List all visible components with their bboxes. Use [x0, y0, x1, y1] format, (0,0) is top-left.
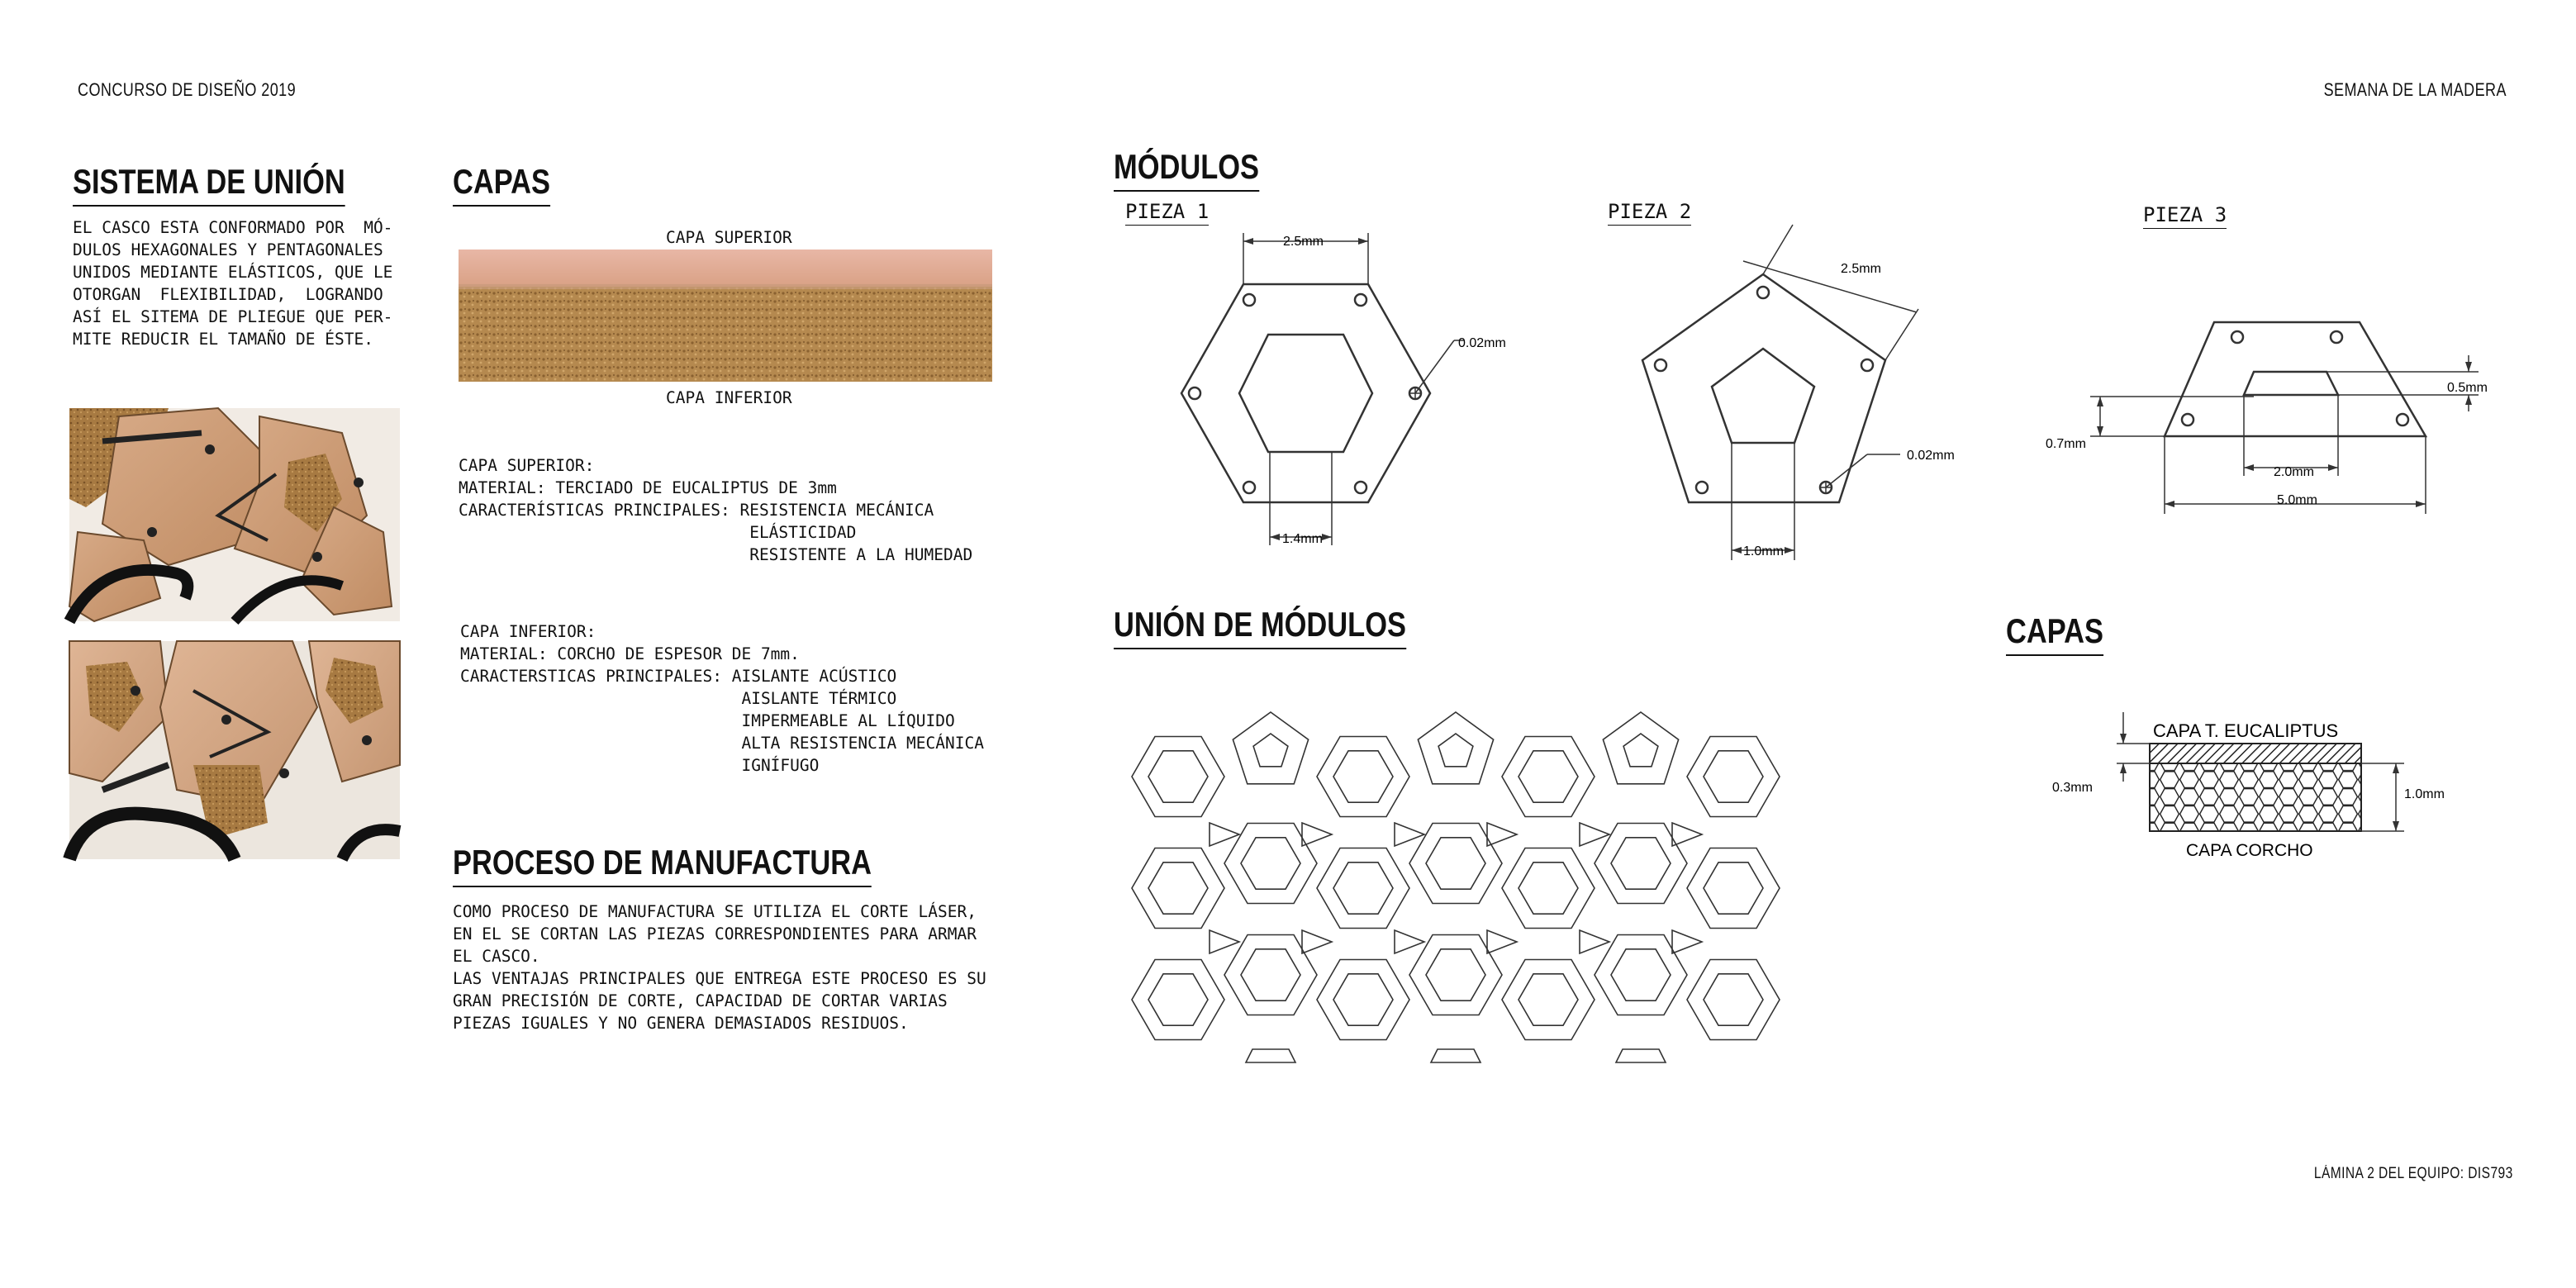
- elastic-joint: [1395, 823, 1424, 846]
- hex-hole: [1148, 863, 1208, 914]
- elastic-joint: [1210, 823, 1239, 846]
- trapezoid-piece: [1431, 1049, 1480, 1062]
- pieza2-dim-side: 2.5mm: [1841, 262, 1881, 276]
- capas2-right-dim: 1.0mm: [2404, 787, 2445, 801]
- hex-hole: [1241, 949, 1300, 1000]
- elastic-joint: [1487, 930, 1517, 953]
- hex-hole: [1333, 751, 1393, 802]
- layers-section-drawing: [2041, 702, 2470, 867]
- elastic-joint: [1210, 930, 1239, 953]
- elastic-joint: [1580, 930, 1609, 953]
- trapezoid-piece: [1616, 1049, 1666, 1062]
- pieza3-drawing: [2041, 297, 2503, 529]
- hex-hole: [1519, 751, 1578, 802]
- elastic-joint: [1487, 823, 1517, 846]
- elastic-joint: [1302, 823, 1332, 846]
- hex-module: [1317, 737, 1409, 817]
- pentagon-inner: [1712, 349, 1814, 443]
- pent-module: [1233, 712, 1308, 784]
- pent-hole: [1438, 734, 1473, 767]
- hex-hole: [1241, 838, 1300, 889]
- hex-hole: [1704, 974, 1763, 1025]
- capas2-left-dim: 0.3mm: [2052, 781, 2093, 795]
- hex-hole: [1148, 974, 1208, 1025]
- hexagon-outer: [1181, 284, 1430, 502]
- pent-hole: [1623, 734, 1658, 767]
- hex-module: [1502, 960, 1595, 1040]
- hex-hole: [1611, 949, 1671, 1000]
- pieza2-label: PIEZA 2: [1608, 200, 1691, 226]
- hex-hole: [1426, 838, 1485, 889]
- capa-corcho-label: CAPA CORCHO: [2186, 841, 2313, 860]
- hex-hole: [1519, 974, 1578, 1025]
- pent-module: [1418, 712, 1493, 784]
- trapezoid-inner: [2244, 372, 2338, 395]
- hex-module: [1595, 935, 1687, 1015]
- helmet-photo-bottom: [69, 641, 400, 859]
- pent-module: [1603, 712, 1678, 784]
- hex-hole: [1704, 751, 1763, 802]
- hex-hole: [1519, 863, 1578, 914]
- elastic-joint: [1672, 930, 1702, 953]
- pent-hole: [1253, 734, 1288, 767]
- trapezoid-outer: [2165, 322, 2426, 436]
- hex-module: [1317, 960, 1409, 1040]
- pieza3-label: PIEZA 3: [2143, 203, 2227, 229]
- modulos-title: MÓDULOS: [1114, 147, 1259, 192]
- helmet-photo-top: [69, 408, 400, 621]
- pieza1-dim-hole: 0.02mm: [1458, 336, 1506, 350]
- hex-module: [1687, 960, 1780, 1040]
- hex-hole: [1333, 974, 1393, 1025]
- pieza2-dim-bottom: 1.0mm: [1743, 544, 1784, 558]
- hex-hole: [1333, 863, 1393, 914]
- pieza3-dim-inner: 2.0mm: [2274, 465, 2314, 479]
- elastic-joint: [1302, 930, 1332, 953]
- elastic-joint: [1672, 823, 1702, 846]
- pieza3-dim-total: 5.0mm: [2277, 493, 2317, 507]
- capa-superior-label: CAPA SUPERIOR: [666, 228, 792, 247]
- pieza3-dim-left: 0.7mm: [2046, 437, 2086, 451]
- hex-module: [1502, 848, 1595, 929]
- hexagon-inner: [1239, 335, 1372, 452]
- capas2-title: CAPAS: [2006, 611, 2103, 656]
- hex-hole: [1426, 949, 1485, 1000]
- footer-label: LÁMINA 2 DEL EQUIPO: DIS793: [2314, 1165, 2513, 1182]
- capas-title: CAPAS: [453, 162, 550, 207]
- proceso-title: PROCESO DE MANUFACTURA: [453, 843, 872, 887]
- layers-photo: [459, 250, 992, 382]
- union-pattern-drawing: [1129, 702, 1823, 1074]
- capa-inferior-specs: CAPA INFERIOR: MATERIAL: CORCHO DE ESPESOR DE 7mm. CARACTERSTICAS PRINCIPALES: AISLANTE ACÚSTICO AISLANTE TÉRMICO IMPERMEABLE AL LÍQUIDO ALTA RESISTENCIA MECÁNICA IGNÍFUGO: [460, 622, 984, 775]
- capa-superior-specs: CAPA SUPERIOR: MATERIAL: TERCIADO DE EUCALIPTUS DE 3mm CARACTERÍSTICAS PRINCIPALES: RESISTENCIA MECÁNICA ELÁSTICIDAD RESISTENTE A LA HUMEDAD: [459, 456, 973, 564]
- hex-module: [1502, 737, 1595, 817]
- hex-module: [1687, 737, 1780, 817]
- header-left: CONCURSO DE DISEÑO 2019: [78, 79, 297, 100]
- union-title: SISTEMA DE UNIÓN: [73, 162, 345, 207]
- hex-module: [1132, 848, 1224, 929]
- trapezoid-piece: [1246, 1049, 1295, 1062]
- hex-module: [1132, 737, 1224, 817]
- elastic-joint: [1395, 930, 1424, 953]
- hex-module: [1224, 935, 1317, 1015]
- pieza1-label: PIEZA 1: [1125, 200, 1209, 226]
- capa-inferior-label: CAPA INFERIOR: [666, 388, 792, 407]
- union-body: EL CASCO ESTA CONFORMADO POR MÓ- DULOS HEXAGONALES Y PENTAGONALES UNIDOS MEDIANTE ELÁSTICOS, QUE LE OTORGAN FLEXIBILIDAD, LOGRANDO ASÍ EL SITEMA DE PLIEGUE QUE PER- MITE REDUCIR EL TAMAÑO DE ÉSTE.: [73, 218, 393, 349]
- capa-eucaliptus-label: CAPA T. EUCALIPTUS: [2153, 720, 2339, 741]
- hex-hole: [1704, 863, 1763, 914]
- pieza1-dim-bottom: 1.4mm: [1282, 532, 1323, 546]
- pieza2-dim-hole: 0.02mm: [1907, 449, 1955, 463]
- elastic-joint: [1580, 823, 1609, 846]
- proceso-body: COMO PROCESO DE MANUFACTURA SE UTILIZA EL CORTE LÁSER, EN EL SE CORTAN LAS PIEZAS CORRESPONDIENTES PARA ARMAR EL CASCO. LAS VENTAJAS PRINCIPALES QUE ENTREGA ESTE PROCESO ES SU GRAN PRECISIÓN DE CORTE, CAPACIDAD DE CORTAR VARIAS PIEZAS IGUALES Y NO GENERA DEMASIADOS RESIDUOS.: [453, 902, 986, 1033]
- union-modulos-title: UNIÓN DE MÓDULOS: [1114, 605, 1406, 649]
- hex-hole: [1148, 751, 1208, 802]
- hex-module: [1409, 935, 1502, 1015]
- hex-hole: [1611, 838, 1671, 889]
- hex-module: [1687, 848, 1780, 929]
- hex-module: [1317, 848, 1409, 929]
- header-right: SEMANA DE LA MADERA: [2323, 79, 2507, 100]
- pieza3-dim-right: 0.5mm: [2447, 381, 2488, 395]
- pieza1-dim-top: 2.5mm: [1283, 235, 1324, 249]
- pieza2-drawing: [1619, 207, 1966, 570]
- pentagon-outer: [1642, 274, 1885, 502]
- pieza1-drawing: [1157, 215, 1506, 562]
- hex-module: [1132, 960, 1224, 1040]
